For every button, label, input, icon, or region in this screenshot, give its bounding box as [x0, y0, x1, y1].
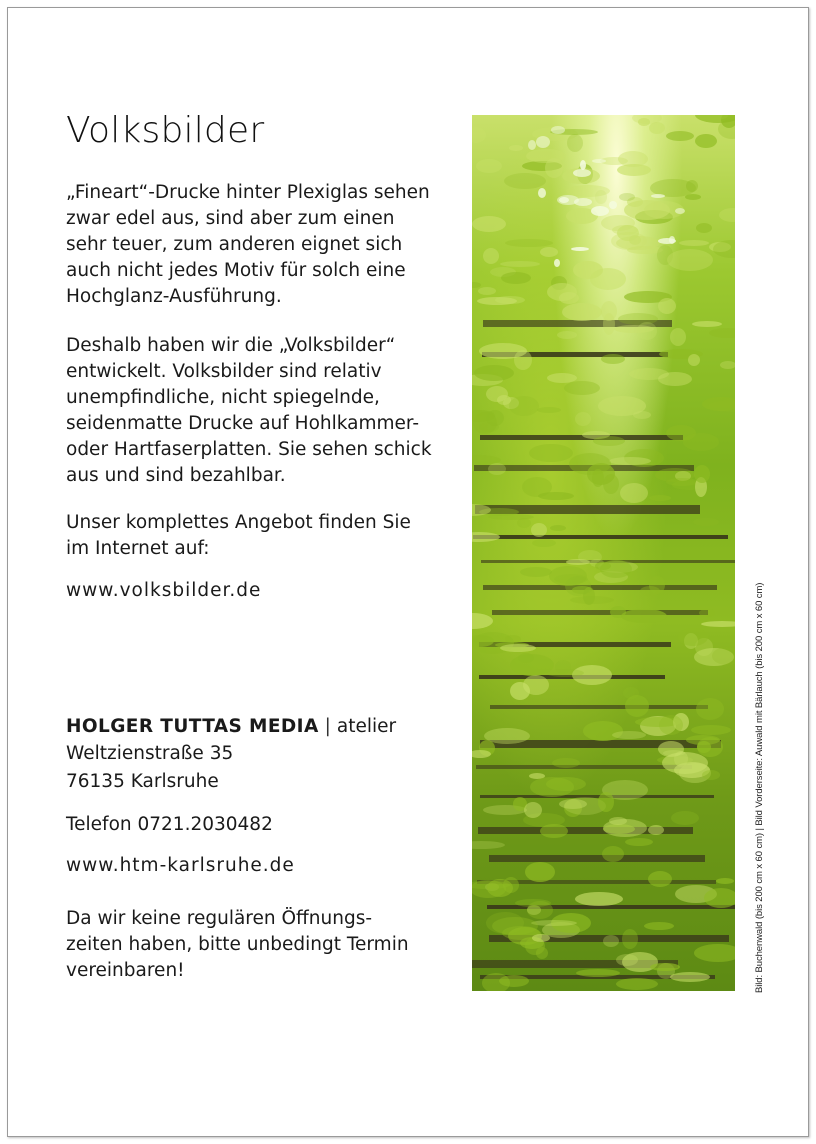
foliage-patch [549, 566, 587, 586]
foliage-patch [552, 758, 580, 768]
foliage-patch [487, 879, 513, 897]
foliage-patch [472, 532, 500, 542]
foliage-patch [486, 410, 504, 426]
foliage-patch [593, 436, 625, 446]
foliage-patch [618, 151, 648, 167]
foliage-patch [498, 115, 532, 120]
offer-line: im Internet auf: [66, 538, 210, 559]
foliage-patch [692, 321, 722, 327]
foliage-patch [598, 792, 614, 812]
foliage-patch [524, 802, 542, 818]
intro-line: sehr teuer, zum anderen eignet sich [66, 234, 403, 255]
foliage-patch [685, 194, 701, 200]
sky-light-spot [651, 194, 665, 198]
foliage-patch [701, 621, 735, 627]
foliage-patch [694, 465, 710, 483]
intro-paragraph [66, 180, 456, 310]
foliage-patch [517, 518, 531, 528]
foliage-patch [655, 468, 695, 482]
tree-trunk [476, 765, 692, 769]
foliage-patch [621, 609, 667, 623]
tree-trunk [473, 535, 728, 539]
sky-light-spot [592, 159, 606, 163]
note-line: vereinbaren! [66, 960, 185, 981]
foliage-patch [609, 457, 651, 465]
sky-light-spot [551, 126, 565, 134]
phone-number: Telefon 0721.2030482 [66, 814, 273, 835]
foliage-patch [716, 878, 734, 884]
foliage-patch [564, 381, 600, 395]
description-paragraph [66, 333, 456, 489]
foliage-patch [686, 180, 698, 192]
foliage-patch [509, 396, 539, 416]
foliage-patch [695, 115, 735, 123]
foliage-patch [569, 453, 611, 475]
forest-illustration [472, 115, 735, 991]
foliage-patch [650, 963, 680, 971]
description-line: aus und sind bezahlbar. [66, 465, 286, 486]
tree-trunk [480, 795, 714, 798]
foliage-patch [709, 328, 735, 338]
foliage-patch [678, 628, 708, 646]
foliage-patch [537, 407, 561, 413]
foliage-patch [509, 145, 523, 151]
tree-trunk [490, 705, 708, 709]
offer-url-wrapper [66, 578, 456, 604]
foliage-patch [530, 777, 574, 797]
foliage-patch [472, 613, 493, 629]
foliage-patch [472, 282, 481, 288]
tree-trunk [480, 435, 683, 440]
sky-light-spot [571, 247, 589, 251]
description-line: oder Hartfaserplatten. Sie sehen schick [66, 439, 432, 460]
sky-light-spot [669, 236, 675, 244]
foliage-patch [616, 978, 658, 990]
foliage-patch [515, 899, 551, 907]
foliage-patch [602, 846, 624, 862]
description-line: entwickelt. Volksbilder sind relativ [66, 361, 382, 382]
foliage-patch [578, 550, 602, 564]
sky-light-spot [536, 136, 550, 148]
foliage-patch [476, 159, 502, 173]
foliage-patch [694, 944, 735, 962]
foliage-patch [622, 929, 638, 949]
sky-light-spot [675, 208, 685, 214]
foliage-patch [640, 586, 660, 596]
address-city: 76135 Karlsruhe [66, 771, 219, 792]
foliage-patch [696, 223, 712, 233]
foliage-patch [478, 287, 496, 295]
foliage-patch [601, 354, 625, 364]
foliage-patch [691, 725, 731, 735]
foliage-patch [590, 268, 626, 290]
foliage-patch [618, 313, 658, 325]
sky-light-spot [528, 140, 536, 150]
foliage-patch [540, 247, 558, 257]
description-line: seidenmatte Drucke auf Hohlkammer- [66, 413, 419, 434]
foliage-patch [666, 131, 694, 141]
description-line: unempfindliche, nicht spiegelnde, [66, 387, 380, 408]
website-link[interactable]: www.htm-karlsruhe.de [66, 855, 295, 876]
foliage-patch [601, 215, 635, 231]
foliage-patch [501, 272, 531, 284]
foliage-patch [679, 240, 709, 246]
foliage-patch [633, 411, 651, 419]
note-line: zeiten haben, bitte unbedingt Termin [66, 934, 409, 955]
foliage-patch [531, 920, 577, 926]
foliage-patch [625, 695, 649, 717]
tree-trunk [489, 855, 705, 862]
foliage-patch [696, 698, 724, 720]
foliage-patch [472, 841, 505, 849]
foliage-patch [721, 399, 735, 407]
foliage-patch [529, 444, 573, 462]
foliage-patch [670, 972, 710, 982]
foliage-patch [505, 239, 553, 247]
foliage-patch [620, 483, 648, 503]
company-name: HOLGER TUTTAS MEDIA [66, 716, 319, 737]
foliage-patch [583, 721, 623, 741]
company-suffix: atelier [336, 716, 397, 737]
foliage-patch [670, 328, 686, 346]
foliage-patch [671, 811, 699, 825]
foliage-patch [619, 193, 635, 201]
sky-light-spot [557, 195, 579, 205]
foliage-patch [667, 249, 713, 271]
foliage-patch [693, 518, 719, 526]
intro-line: zwar edel aus, sind aber zum einen [66, 208, 395, 229]
company-separator: | [324, 716, 331, 737]
forest-photo [472, 115, 735, 991]
foliage-patch [648, 825, 664, 835]
address-street: Weltzienstraße 35 [66, 743, 234, 764]
foliage-patch [575, 412, 591, 426]
foliage-patch [500, 644, 536, 652]
sky-light-spot [573, 169, 591, 177]
foliage-patch [518, 653, 534, 663]
foliage-patch [531, 523, 547, 537]
tree-trunk [492, 610, 708, 615]
tree-trunk [483, 585, 717, 590]
foliage-patch [504, 173, 546, 189]
image-caption: Bild: Buchenwald (bis 200 cm x 60 cm) | Bild Vorderseite: Auwald mit Bärlauch (bis 200 cm x 60 cm) [754, 582, 765, 993]
foliage-patch [567, 134, 583, 152]
foliage-patch [472, 127, 486, 143]
foliage-patch [686, 735, 720, 745]
foliage-patch [546, 669, 584, 677]
foliage-patch [683, 433, 719, 451]
offer-paragraph [66, 510, 456, 562]
foliage-patch [483, 248, 499, 264]
intro-line: Hochglanz-Ausführung. [66, 286, 282, 307]
foliage-patch [545, 158, 563, 178]
foliage-patch [520, 567, 552, 577]
foliage-patch [699, 609, 715, 617]
foliage-patch [492, 917, 538, 935]
foliage-patch [637, 322, 657, 340]
foliage-patch [625, 838, 653, 846]
offer-line: Unser komplettes Angebot finden Sie [66, 512, 411, 533]
note-line: Da wir keine regulären Öffnungs- [66, 908, 373, 929]
foliage-patch [532, 934, 550, 942]
foliage-patch [575, 892, 623, 906]
foliage-patch [500, 261, 540, 267]
foliage-patch [648, 871, 672, 887]
foliage-patch [612, 731, 646, 739]
foliage-patch [499, 975, 529, 987]
offer-url-link[interactable]: www.volksbilder.de [66, 580, 262, 601]
foliage-patch [658, 372, 692, 386]
foliage-patch [624, 200, 670, 220]
foliage-patch [495, 296, 525, 304]
foliage-patch [688, 354, 700, 366]
foliage-patch [695, 134, 717, 148]
foliage-patch [547, 283, 577, 301]
foliage-patch [658, 298, 676, 314]
sky-light-spot [554, 259, 560, 267]
company-line [66, 714, 456, 740]
foliage-patch [601, 301, 617, 321]
foliage-patch [603, 935, 619, 947]
sky-light-spot [609, 201, 617, 209]
foliage-patch [538, 492, 574, 500]
foliage-patch [576, 969, 620, 977]
foliage-patch [532, 539, 556, 547]
foliage-patch [649, 122, 665, 134]
foliage-patch [719, 208, 735, 222]
foliage-patch [659, 715, 683, 735]
description-line: Deshalb haben wir die „Volksbilder“ [66, 335, 396, 356]
intro-line: „Fineart“-Drucke hinter Plexiglas sehen [66, 182, 430, 203]
foliage-patch [486, 386, 508, 402]
foliage-patch [547, 373, 577, 383]
intro-line: auch nicht jedes Motiv für solch eine [66, 260, 406, 281]
page-title: Volksbilder [66, 110, 265, 151]
foliage-patch [595, 190, 607, 204]
foliage-patch [474, 365, 514, 381]
foliage-patch [488, 463, 506, 475]
foliage-patch [562, 303, 602, 321]
foliage-patch [649, 495, 671, 501]
foliage-patch [525, 862, 555, 882]
foliage-patch [720, 361, 735, 369]
foliage-patch [550, 525, 566, 531]
sky-light-spot [591, 206, 609, 216]
foliage-patch [702, 770, 720, 780]
foliage-patch [609, 817, 627, 825]
appointment-note [66, 906, 456, 984]
foliage-patch [523, 675, 549, 695]
foliage-patch [514, 350, 532, 370]
foliage-patch [557, 331, 577, 339]
foliage-patch [658, 741, 684, 757]
foliage-patch [644, 922, 674, 930]
sky-light-spot [538, 188, 546, 198]
foliage-patch [505, 635, 521, 643]
foliage-patch [600, 560, 632, 578]
sky-light-spot [580, 160, 586, 170]
foliage-patch [472, 216, 506, 232]
